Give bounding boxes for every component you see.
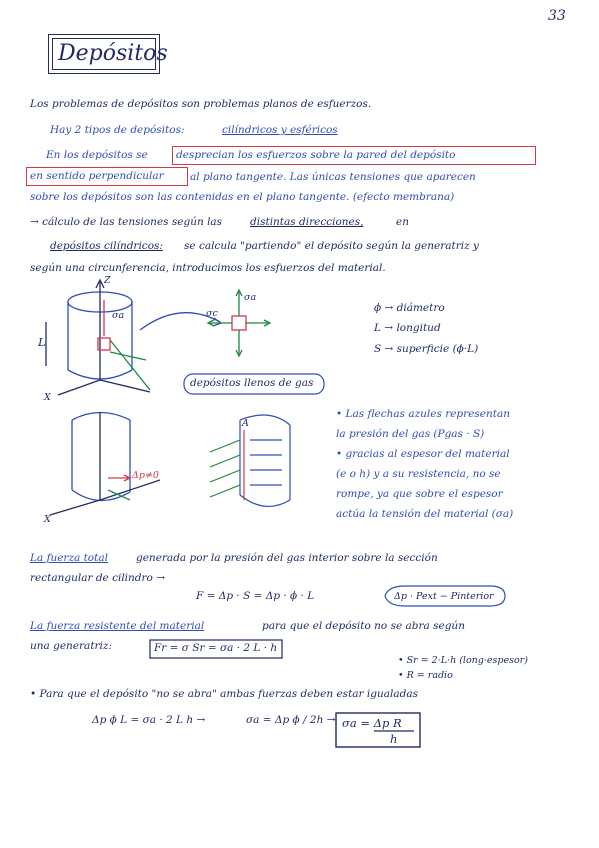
- resist-force-formula: Fr = σ Sr = σa · 2 L · h: [154, 642, 278, 654]
- legend-diameter: ϕ → diámetro: [374, 302, 445, 314]
- area-label: A: [242, 418, 249, 429]
- resist-force-line1: para que el depósito no se abra según: [262, 620, 465, 632]
- resist-force-line2: una generatriz:: [30, 640, 112, 652]
- calc-suffix: en: [396, 216, 409, 228]
- cylindrical-label: depósitos cilíndricos:: [50, 240, 163, 252]
- intro-text: Los problemas de depósitos son problemas planos de esfuerzos.: [30, 98, 372, 110]
- equal-forces-line1: • Para que el depósito "no se abra" ambas fuerzas deben estar igualadas: [30, 688, 418, 700]
- page-title: Depósitos: [58, 41, 168, 66]
- cylinder-diagram-2: [50, 412, 160, 515]
- equal-forces-eq1: Δp ϕ L = σa · 2 L h →: [92, 714, 206, 726]
- resist-force-label: La fuerza resistente del material: [30, 620, 205, 632]
- page-number: 33: [548, 8, 566, 24]
- total-force-note: Δp · Pext − Pinterior: [394, 591, 494, 602]
- arrows-note-3: • gracias al espesor del material: [336, 448, 510, 460]
- hypothesis-highlight-2: en sentido perpendicular: [30, 170, 164, 182]
- total-force-line1: generada por la presión del gas interior sobre la sección: [136, 552, 438, 564]
- cylinder-diagram-3: [210, 415, 290, 506]
- delta-p-label: Δp≠0: [132, 470, 159, 481]
- stress-element: [208, 290, 270, 356]
- cylindrical-line1: se calcula "partiendo" el depósito según la generatriz y: [184, 240, 479, 252]
- types-value: cilíndricos y esféricos: [222, 124, 338, 136]
- arrows-note-1: • Las flechas azules representan: [336, 408, 510, 420]
- x-axis-label-2: X: [44, 514, 51, 525]
- arrows-note-4: (e o h) y a su resistencia, no se: [336, 468, 501, 480]
- x-axis-label: X: [44, 392, 51, 403]
- arrows-note-5: rompe, ya que sobre el espesor: [336, 488, 503, 500]
- cylindrical-line2: según una circunferencia, introducimos los esfuerzos del material.: [30, 262, 386, 274]
- total-force-label: La fuerza total: [30, 552, 108, 564]
- resist-force-note1: • Sr = 2·L·h (long·espesor): [398, 655, 528, 666]
- total-force-formula: F = Δp · S = Δp · ϕ · L: [196, 590, 315, 602]
- resist-force-note2: • R = radio: [398, 670, 453, 681]
- gas-label: depósitos llenos de gas: [190, 377, 314, 389]
- length-label: L: [38, 335, 46, 349]
- sigma-a-label-2: σa: [244, 292, 257, 303]
- arrows-note-2: la presión del gas (Pgas · S): [336, 428, 485, 440]
- hypothesis-line2: sobre los depósitos son las contenidas en el plano tangente. (efecto membrana): [30, 191, 455, 203]
- legend-length: L → longitud: [374, 322, 441, 334]
- hypothesis-highlight-1: desprecian los esfuerzos sobre la pared del depósito: [176, 149, 456, 161]
- hypothesis-prefix: En los depósitos se: [46, 149, 148, 161]
- arrows-note-6: actúa la tensión del material (σa): [336, 508, 514, 520]
- calc-underlined: distintas direcciones,: [250, 216, 364, 228]
- z-axis-label: Z: [104, 275, 111, 286]
- equal-forces-result-num: σa = Δp R: [342, 716, 402, 730]
- types-prefix: Hay 2 tipos de depósitos:: [50, 124, 185, 136]
- equal-forces-result-den: h: [390, 732, 398, 746]
- legend-surface: S → superficie (ϕ·L): [374, 343, 479, 355]
- total-force-line2: rectangular de cilindro →: [30, 572, 166, 584]
- hypothesis-suffix: al plano tangente. Las únicas tensiones que aparecen: [190, 171, 476, 183]
- calc-prefix: → cálculo de las tensiones según las: [30, 216, 223, 228]
- equal-forces-eq2: σa = Δp ϕ / 2h →: [246, 714, 336, 726]
- sigma-c-label: σc: [206, 308, 218, 319]
- sigma-a-label-1: σa: [112, 310, 125, 321]
